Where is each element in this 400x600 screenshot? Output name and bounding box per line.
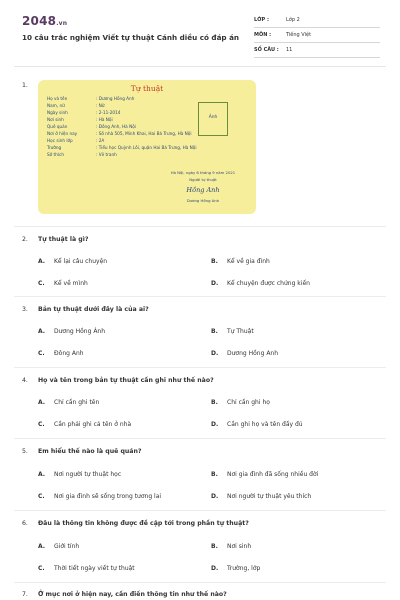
option-text[interactable]: Kể về gia đình (227, 258, 270, 265)
card-label: Học sinh lớp (47, 138, 73, 143)
date-line: Hà Nội, ngày 8 tháng 9 năm 2021 (170, 170, 236, 175)
photo-label: Ảnh (208, 115, 218, 120)
meta-key: SỐ CÂU : (254, 47, 279, 53)
option-letter[interactable]: C. (38, 421, 45, 428)
option-letter[interactable]: A. (38, 471, 46, 478)
header-divider (14, 66, 386, 67)
card-value: : Hà Nội (96, 117, 113, 122)
card-value: : Đông Anh, Hà Nội (96, 124, 136, 129)
option-letter[interactable]: B. (211, 543, 218, 550)
photo-placeholder (198, 102, 228, 136)
site-logo[interactable] (22, 14, 67, 28)
option-letter[interactable]: D. (211, 565, 219, 572)
question-divider (14, 438, 386, 439)
question-divider (14, 296, 386, 297)
question-number: 5. (22, 448, 28, 455)
question-text: Họ và tên trong bản tự thuật cần ghi như thế nào? (38, 377, 214, 384)
option-text[interactable]: Chỉ cần ghi họ (227, 399, 270, 406)
option-letter[interactable]: B. (211, 399, 218, 406)
card-value: : Dương Hồng Anh (96, 96, 135, 101)
option-text[interactable]: Kể chuyện được chứng kiến (227, 280, 310, 287)
page-header (0, 0, 400, 62)
logo-suffix: .vn (56, 20, 68, 27)
card-label: Quê quán (47, 124, 68, 129)
question-text: Em hiểu thế nào là quê quán? (38, 448, 142, 455)
question-number: 4. (22, 377, 28, 384)
option-letter[interactable]: C. (38, 280, 45, 287)
writer-line: Người tự thuật (189, 177, 217, 182)
option-text[interactable]: Nơi gia đình sẽ sống trong tương lai (54, 493, 162, 500)
card-value: : Vẽ tranh (96, 152, 117, 157)
question-divider (14, 367, 386, 368)
meta-row-subject (254, 29, 380, 43)
option-letter[interactable]: A. (38, 328, 46, 335)
option-text[interactable]: Kể lại câu chuyện (54, 258, 108, 265)
option-letter[interactable]: B. (211, 258, 218, 265)
page-title: 10 câu trắc nghiệm Viết tự thuật Cánh diều có đáp án (22, 33, 240, 42)
card-label: Nơi ở hiện nay (47, 131, 78, 136)
signer-name: Dương Hồng Anh (186, 198, 220, 203)
question-text: Bản tự thuật dưới đây là của ai? (38, 306, 149, 313)
question-number: 1. (22, 82, 28, 89)
question-number: 3. (22, 306, 28, 313)
option-text[interactable]: Trường, lớp (227, 565, 261, 572)
meta-key: LỚP : (254, 17, 269, 23)
card-label: Sở thích (47, 152, 64, 157)
question-divider (14, 226, 386, 227)
card-value: : Số nhà 505, Minh Khai, Hai Bà Trưng, Hà Nội (96, 131, 192, 136)
autobiography-card (38, 80, 256, 214)
meta-row-grade (254, 14, 380, 28)
signature: Hồng Anh (186, 186, 220, 194)
meta-row-count (254, 44, 380, 58)
option-text[interactable]: Dương Hồng Ánh (54, 328, 106, 335)
option-text[interactable]: Cần ghi họ và tên đầy đủ (227, 421, 303, 428)
option-text[interactable]: Đông Anh (54, 350, 84, 357)
meta-key: MÔN : (254, 32, 272, 38)
option-text[interactable]: Nơi người tự thuật yêu thích (227, 493, 312, 500)
option-letter[interactable]: D. (211, 350, 219, 357)
option-text[interactable]: Tự Thuật (227, 328, 254, 335)
option-letter[interactable]: D. (211, 280, 219, 287)
card-label: Nam, nữ (47, 103, 65, 108)
card-value: : 2A (96, 138, 105, 143)
option-text[interactable]: Nơi người tự thuật học (54, 471, 122, 478)
option-text[interactable]: Thời tiết ngày viết tự thuật (54, 565, 135, 572)
option-text[interactable]: Nơi sinh (227, 543, 252, 550)
question-text: Tự thuật là gì? (38, 236, 89, 243)
question-divider (14, 510, 386, 511)
meta-value: 11 (286, 47, 293, 53)
question-text: Đâu là thông tin không được đề cập tới trong phần tự thuật? (38, 520, 249, 527)
option-text[interactable]: Chỉ cần ghi tên (54, 399, 100, 406)
option-letter[interactable]: A. (38, 399, 46, 406)
question-divider (14, 582, 386, 583)
question-number: 7. (22, 591, 28, 598)
question-number: 2. (22, 236, 28, 243)
meta-value: Tiếng Việt (286, 32, 312, 38)
card-label: Trường (47, 145, 62, 150)
option-letter[interactable]: B. (211, 328, 218, 335)
option-text[interactable]: Kể về mình (54, 280, 88, 287)
option-letter[interactable]: B. (211, 471, 218, 478)
meta-value: Lớp 2 (286, 17, 300, 23)
option-letter[interactable]: C. (38, 493, 45, 500)
card-label: Nơi sinh (47, 117, 64, 122)
option-text[interactable]: Cần phải ghi cả tên ở nhà (54, 421, 132, 428)
question-number: 6. (22, 520, 28, 527)
option-letter[interactable]: A. (38, 543, 46, 550)
card-title: Tự thuật (130, 84, 164, 93)
option-letter[interactable]: C. (38, 350, 45, 357)
card-value: : Tiểu học Quỳnh Lôi, quận Hai Bà Trưng, Hà Nội (96, 145, 197, 150)
option-letter[interactable]: D. (211, 421, 219, 428)
card-label: Ngày sinh (47, 110, 68, 115)
option-letter[interactable]: C. (38, 565, 45, 572)
card-label: Họ và tên (47, 96, 68, 101)
card-value: : 2-11-2014 (96, 110, 121, 115)
option-text[interactable]: Nơi gia đình đã sống nhiều đời (227, 471, 319, 478)
card-value: : Nữ (96, 103, 105, 108)
option-letter[interactable]: D. (211, 493, 219, 500)
option-letter[interactable]: A. (38, 258, 46, 265)
question-text: Ở mục nơi ở hiện nay, cần điền thông tin như thế nào? (38, 591, 227, 598)
logo-text: 2048 (22, 14, 57, 28)
option-text[interactable]: Dương Hồng Anh (227, 350, 279, 357)
option-text[interactable]: Giới tính (54, 543, 80, 550)
